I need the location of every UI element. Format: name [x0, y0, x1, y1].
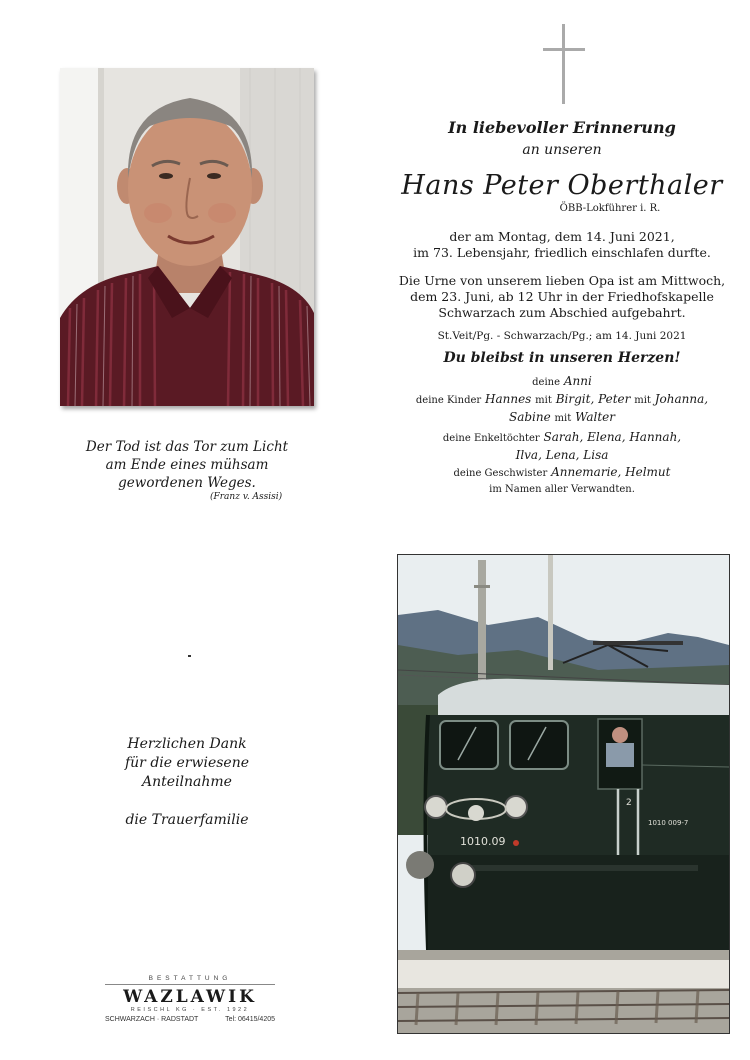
- quote: [60, 438, 314, 492]
- mourner-relatives: im Namen aller Verwandten.: [489, 484, 635, 495]
- mourner-siblings: deine Geschwister Annemarie, Helmut: [453, 465, 671, 479]
- logo-name: WAZLAWIK: [123, 987, 257, 1007]
- thanks-line: Herzlichen Dank: [127, 736, 247, 752]
- loco-side-number: 1010 009-7: [648, 819, 689, 827]
- family-signature: die Trauerfamilie: [125, 812, 249, 828]
- mourner-grandchildren: deine Enkeltöchter Sarah, Elena, Hannah,: [442, 430, 682, 444]
- cross-icon: [562, 24, 565, 104]
- mourners: [372, 373, 750, 498]
- urn-line: Die Urne von unserem lieben Opa ist am Mittwoch,: [398, 273, 726, 288]
- deceased-name: Hans Peter Oberthaler: [401, 170, 723, 201]
- death-line: im 73. Lebensjahr, friedlich einschlafen durfte.: [413, 245, 711, 260]
- logo-phone: Tel: 06415/4205: [225, 1016, 275, 1023]
- mourner-children: deine Kinder Hannes mit Birgit, Peter mit Johanna,: [415, 392, 709, 406]
- locomotive-photo: [397, 554, 730, 1034]
- logo-contact: [105, 1016, 275, 1023]
- locomotive-illustration: [398, 555, 729, 1033]
- stray-dot: [188, 655, 191, 657]
- quote-line: am Ende eines mühsam: [105, 457, 269, 473]
- quote-line: Der Tod ist das Tor zum Licht: [85, 439, 289, 455]
- heading: In liebevoller Erinnerung: [448, 118, 676, 137]
- death-notice: [372, 229, 750, 261]
- quote-source: (Franz v. Assisi): [210, 492, 283, 502]
- place-date: St.Veit/Pg. - Schwarzach/Pg.; am 14. Juni 2021: [437, 330, 687, 342]
- death-line: der am Montag, dem 14. Juni 2021,: [449, 229, 675, 244]
- logo-location: SCHWARZACH · RADSTADT: [105, 1016, 199, 1023]
- cross-icon-bar: [543, 48, 585, 51]
- thanks-line: Anteilnahme: [142, 774, 232, 790]
- logo-sub: REISCHL KG · EST. 1922: [130, 1007, 250, 1013]
- thanks: [60, 735, 314, 792]
- logo-top: BESTATTUNG: [148, 975, 232, 982]
- mourner-children-2: Sabine mit Walter: [508, 410, 616, 424]
- urn-notice: [372, 273, 750, 321]
- loco-number: 1010.09: [460, 835, 506, 848]
- portrait-illustration: [60, 68, 314, 406]
- funeral-home-logo: [105, 975, 275, 1023]
- logo-rule: [105, 984, 275, 985]
- mourner-wife: deine Anni: [532, 374, 592, 388]
- urn-line: Schwarzach zum Abschied aufgebahrt.: [438, 305, 686, 320]
- mourner-grandchildren-2: Ilva, Lena, Lisa: [515, 448, 609, 462]
- portrait-photo: [60, 68, 314, 406]
- door-number: 2: [626, 798, 632, 808]
- occupation: ÖBB-Lokführer i. R.: [559, 203, 661, 214]
- thanks-line: für die erwiesene: [124, 755, 249, 771]
- quote-line: gewordenen Weges.: [118, 475, 256, 491]
- subheading: an unseren: [522, 142, 602, 158]
- urn-line: dem 23. Juni, ab 12 Uhr in der Friedhofskapelle: [410, 289, 714, 304]
- remembrance-line: Du bleibst in unseren Herzen!: [443, 350, 681, 366]
